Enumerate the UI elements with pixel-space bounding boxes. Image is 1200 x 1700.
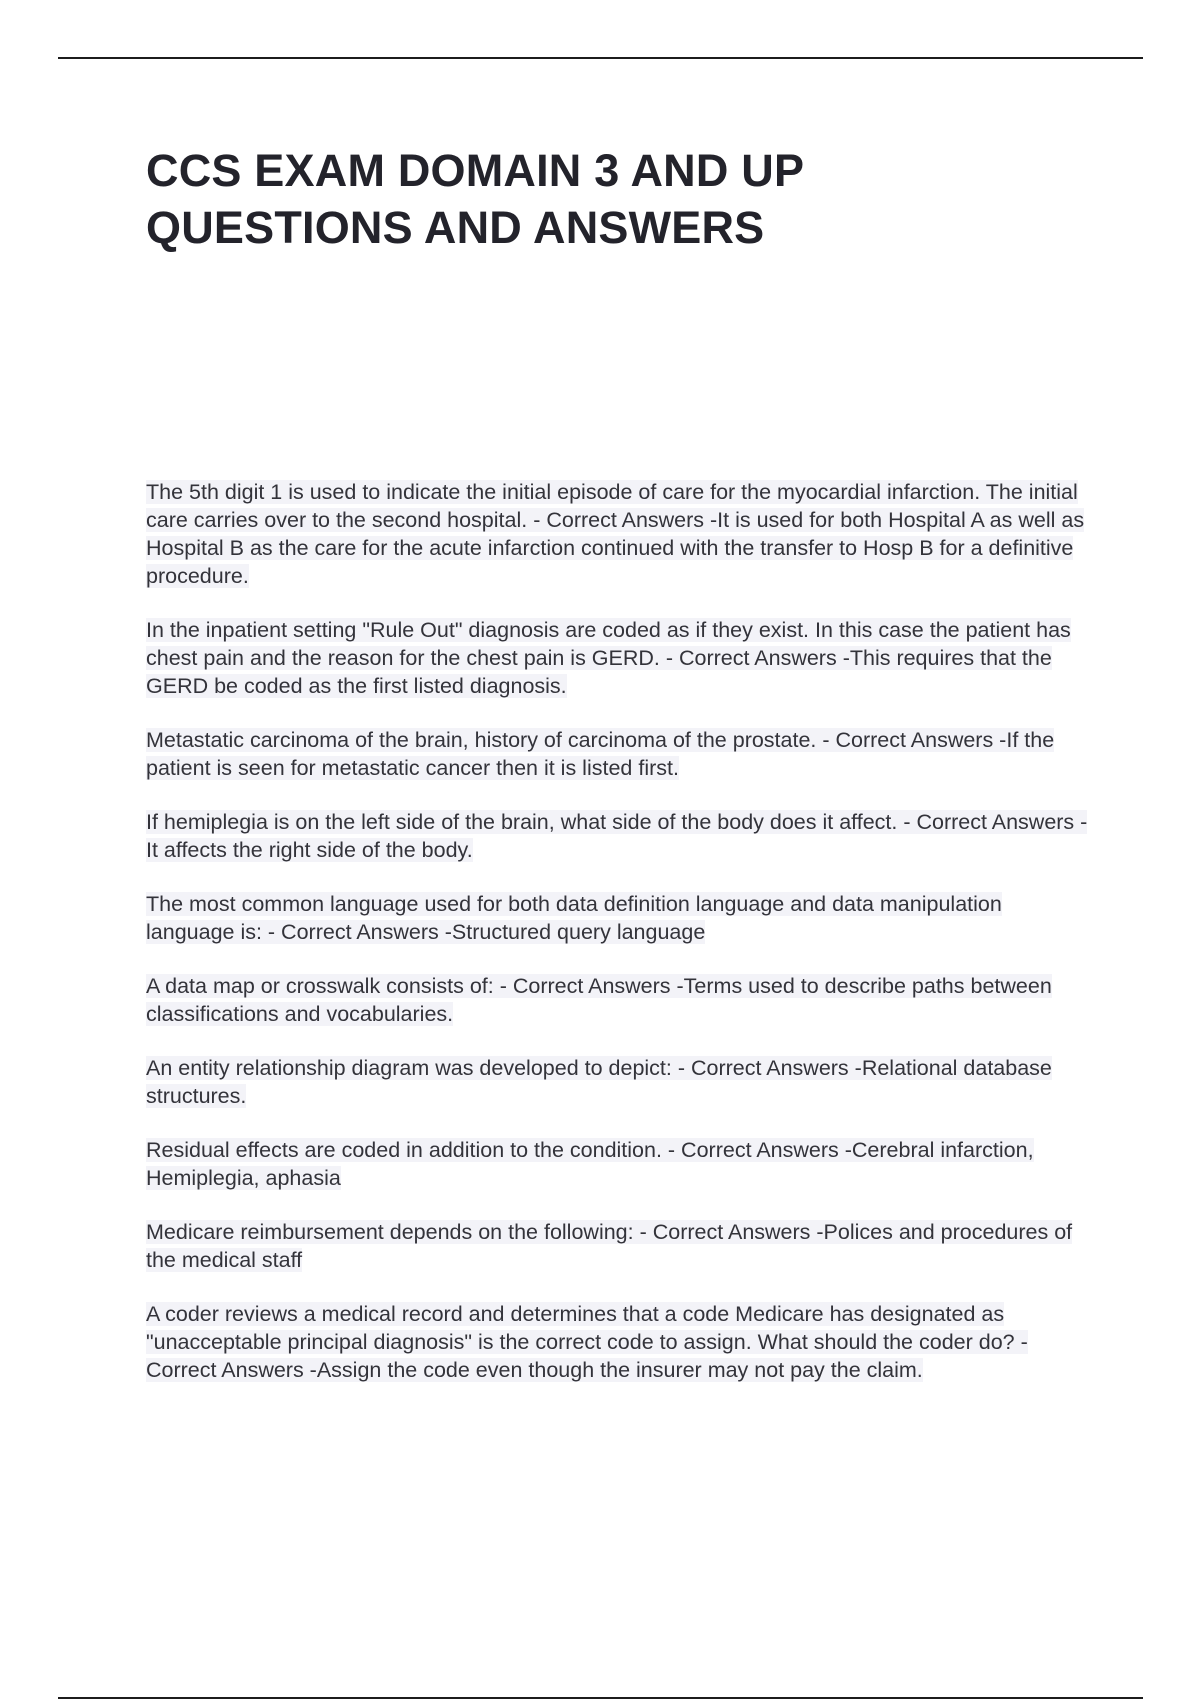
qa-item-4 (146, 808, 1091, 864)
qa-item-3 (146, 726, 1091, 782)
qa-item-text: If hemiplegia is on the left side of the brain, what side of the body does it affect. - Correct Answers -It affects the right side of the body. (146, 810, 1088, 862)
qa-item-text: The most common language used for both data definition language and data manipulation language is: - Correct Answers -Structured query language (146, 892, 1002, 944)
qa-item-text: Medicare reimbursement depends on the following: - Correct Answers -Polices and procedures of the medical staff (146, 1220, 1073, 1272)
qa-item-text: A coder reviews a medical record and determines that a code Medicare has designated as "unacceptable principal diagnosis" is the correct code to assign. What should the coder do? - Correct Answers -Assign the code even though the insurer may not pay the claim. (146, 1302, 1028, 1382)
bottom-divider (58, 1697, 1143, 1699)
qa-item-10 (146, 1300, 1091, 1384)
qa-item-text: Residual effects are coded in addition to the condition. - Correct Answers -Cerebral infarction, Hemiplegia, aphasia (146, 1138, 1034, 1190)
qa-item-9 (146, 1218, 1091, 1274)
qa-item-text: An entity relationship diagram was developed to depict: - Correct Answers -Relational database structures. (146, 1056, 1052, 1108)
qa-item-2 (146, 616, 1091, 700)
qa-list (146, 478, 1091, 1410)
qa-item-6 (146, 972, 1091, 1028)
page-title: CCS EXAM DOMAIN 3 AND UP QUESTIONS AND ANSWERS (146, 145, 804, 253)
top-divider (58, 57, 1143, 59)
qa-item-8 (146, 1136, 1091, 1192)
qa-item-text: The 5th digit 1 is used to indicate the initial episode of care for the myocardial infarction. The initial care carries over to the second hospital. - Correct Answers -It is used for both Hospital A as well as Hospital B as the care for the acute infarction continued with the transfer to Hosp B for a definitive procedure. (146, 480, 1085, 588)
qa-item-text: In the inpatient setting "Rule Out" diagnosis are coded as if they exist. In this case the patient has chest pain and the reason for the chest pain is GERD. - Correct Answers -This requires that the GERD be coded as the first listed diagnosis. (146, 618, 1071, 698)
qa-item-5 (146, 890, 1091, 946)
qa-item-text: Metastatic carcinoma of the brain, history of carcinoma of the prostate. - Correct Answers -If the patient is seen for metastatic cancer then it is listed first. (146, 728, 1055, 780)
qa-item-1 (146, 478, 1091, 590)
qa-item-text: A data map or crosswalk consists of: - Correct Answers -Terms used to describe paths between classifications and vocabularies. (146, 974, 1052, 1026)
qa-item-7 (146, 1054, 1091, 1110)
